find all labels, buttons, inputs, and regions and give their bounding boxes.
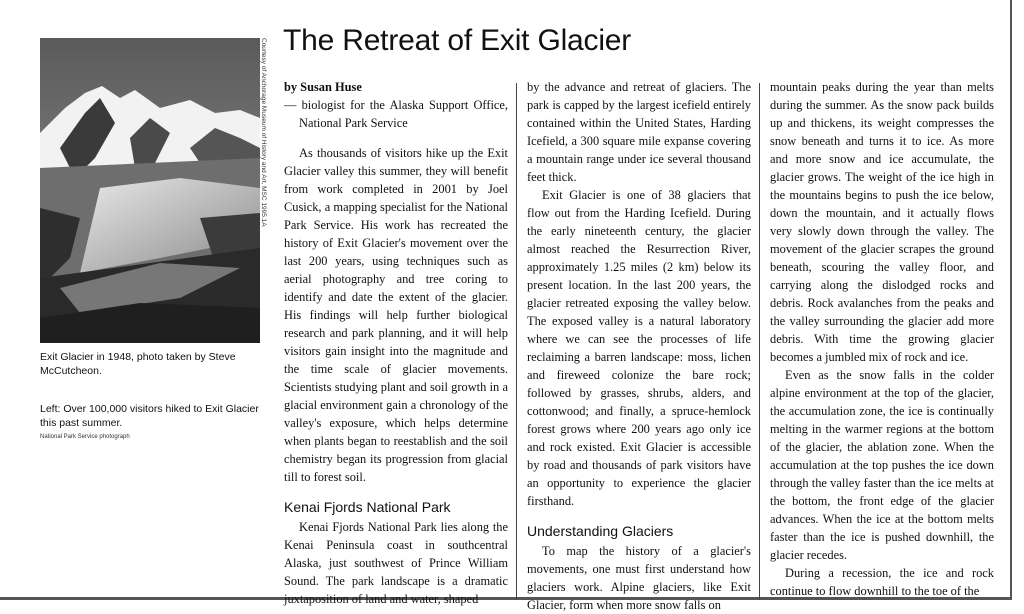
photo-credit-vertical: Courtesy of Anchorage Museum of History and Art, MSC 1995.1A xyxy=(260,38,267,227)
author-role: — biologist for the Alaska Support Office, National Park Service xyxy=(284,98,508,130)
caption-1948: Exit Glacier in 1948, photo taken by Steve McCutcheon. xyxy=(40,351,236,377)
intro-paragraph: As thousands of visitors hike up the Exit Glacier valley this summer, they will benefit from work completed in 2001 by Joel Cusick, a mapping specialist for the National Park Service. His work has recreated the history of Exit Glacier's movement over the last 200 years, using techniques such as aerial photography and tree coring to identify and date the extent of the glacier. His findings will help further biological research and park planning, and it will help visitors gain insight into the magnitude and the time scale of glacier movements. Scientists studying plant and soil growth in a glacial environment gain a chronology of the valley's exposure, which helps determine when plants began to reestablish and the soil chemistry began its progression from glacial till to forest soil. xyxy=(284,146,508,484)
text-column-3 xyxy=(770,78,994,600)
caption-photo-credit: National Park Service photograph xyxy=(40,434,130,440)
kenai-paragraph-2: Exit Glacier is one of 38 glaciers that flow out from the Harding Icefield. During the early nineteenth century, the glacier almost reached the Resurrection River, approximately 1.25 miles (2 km) below its present location. In the last 200 years, the glacier retreated exposing the valley below. The exposed valley is a natural laboratory where we can see the processes of life reclaiming a barren landscape: moss, lichen and fireweed colonize the bare rock; followed by grasses, shrubs, alders, and cottonwood; and finally, a spruce-hemlock forest grows where 200 years ago only ice and rock existed. Exit Glacier is accessible by road and thousands of park visitors have an opportunity to experience the glacier firsthand. xyxy=(527,188,751,508)
column-divider xyxy=(759,83,760,600)
column-divider xyxy=(516,83,517,600)
author-byline: by Susan Huse xyxy=(284,80,362,94)
kenai-paragraph-1-cont: by the advance and retreat of glaciers. The park is capped by the largest icefield entirely contained within the United States, Harding Icefield, a 300 square mile expanse covering a mountain range under ice several thousand feet thick. xyxy=(527,80,751,184)
text-column-2 xyxy=(527,78,751,614)
kenai-paragraph-1: Kenai Fjords National Park lies along the Kenai Peninsula coast in southcentral Alaska, just southwest of Prince William Sound. The park landscape is a dramatic juxtaposition of land and water, shaped xyxy=(284,520,508,606)
understanding-paragraph-2: Even as the snow falls in the colder alpine environment at the top of the glacier, the accumulation zone, the ice is continually melting in the warmer regions at the bottom of the glacier, the ablation zone. When the accumulation at the top pushes the ice down through the valley faster than the ice melts at the bottom, the front edge of the glacier advances. When the ice at the bottom melts faster than the ice is pushed downhill, the glacier recedes. xyxy=(770,368,994,562)
caption-visitors: Left: Over 100,000 visitors hiked to Exit Glacier this past summer. xyxy=(40,403,259,429)
understanding-paragraph-1-cont: mountain peaks during the year than melts during the summer. As the snow pack builds up and thickens, its weight compresses the snow beneath and turns it to ice. As more and more snow and ice accumulate, the glacier grows. The weight of the ice high in the mountains begins to push the ice below, down the mountain, and it actually flows very slowly down through the valley. The movement of the glacier scrapes the ground beneath, scouring the valley floor, and carrying along the dislodged rocks and debris. Rock avalanches from the peaks and the valley surrounding the glacier add more debris. With time the growing glacier becomes a jumbled mix of rock and ice. xyxy=(770,80,994,364)
understanding-paragraph-3: During a recession, the ice and rock continue to flow downhill to the toe of the xyxy=(770,566,994,598)
text-column-1 xyxy=(284,78,508,608)
glacier-photo xyxy=(40,38,260,343)
understanding-paragraph-1: To map the history of a glacier's movements, one must first understand how glaciers work. Alpine glaciers, like Exit Glacier, form when more snow falls on xyxy=(527,544,751,612)
figure-caption xyxy=(40,350,265,442)
section-heading-understanding: Understanding Glaciers xyxy=(527,523,674,539)
glacier-photo-image xyxy=(40,38,260,343)
article-title: The Retreat of Exit Glacier xyxy=(283,24,632,57)
section-heading-kenai: Kenai Fjords National Park xyxy=(284,499,451,515)
